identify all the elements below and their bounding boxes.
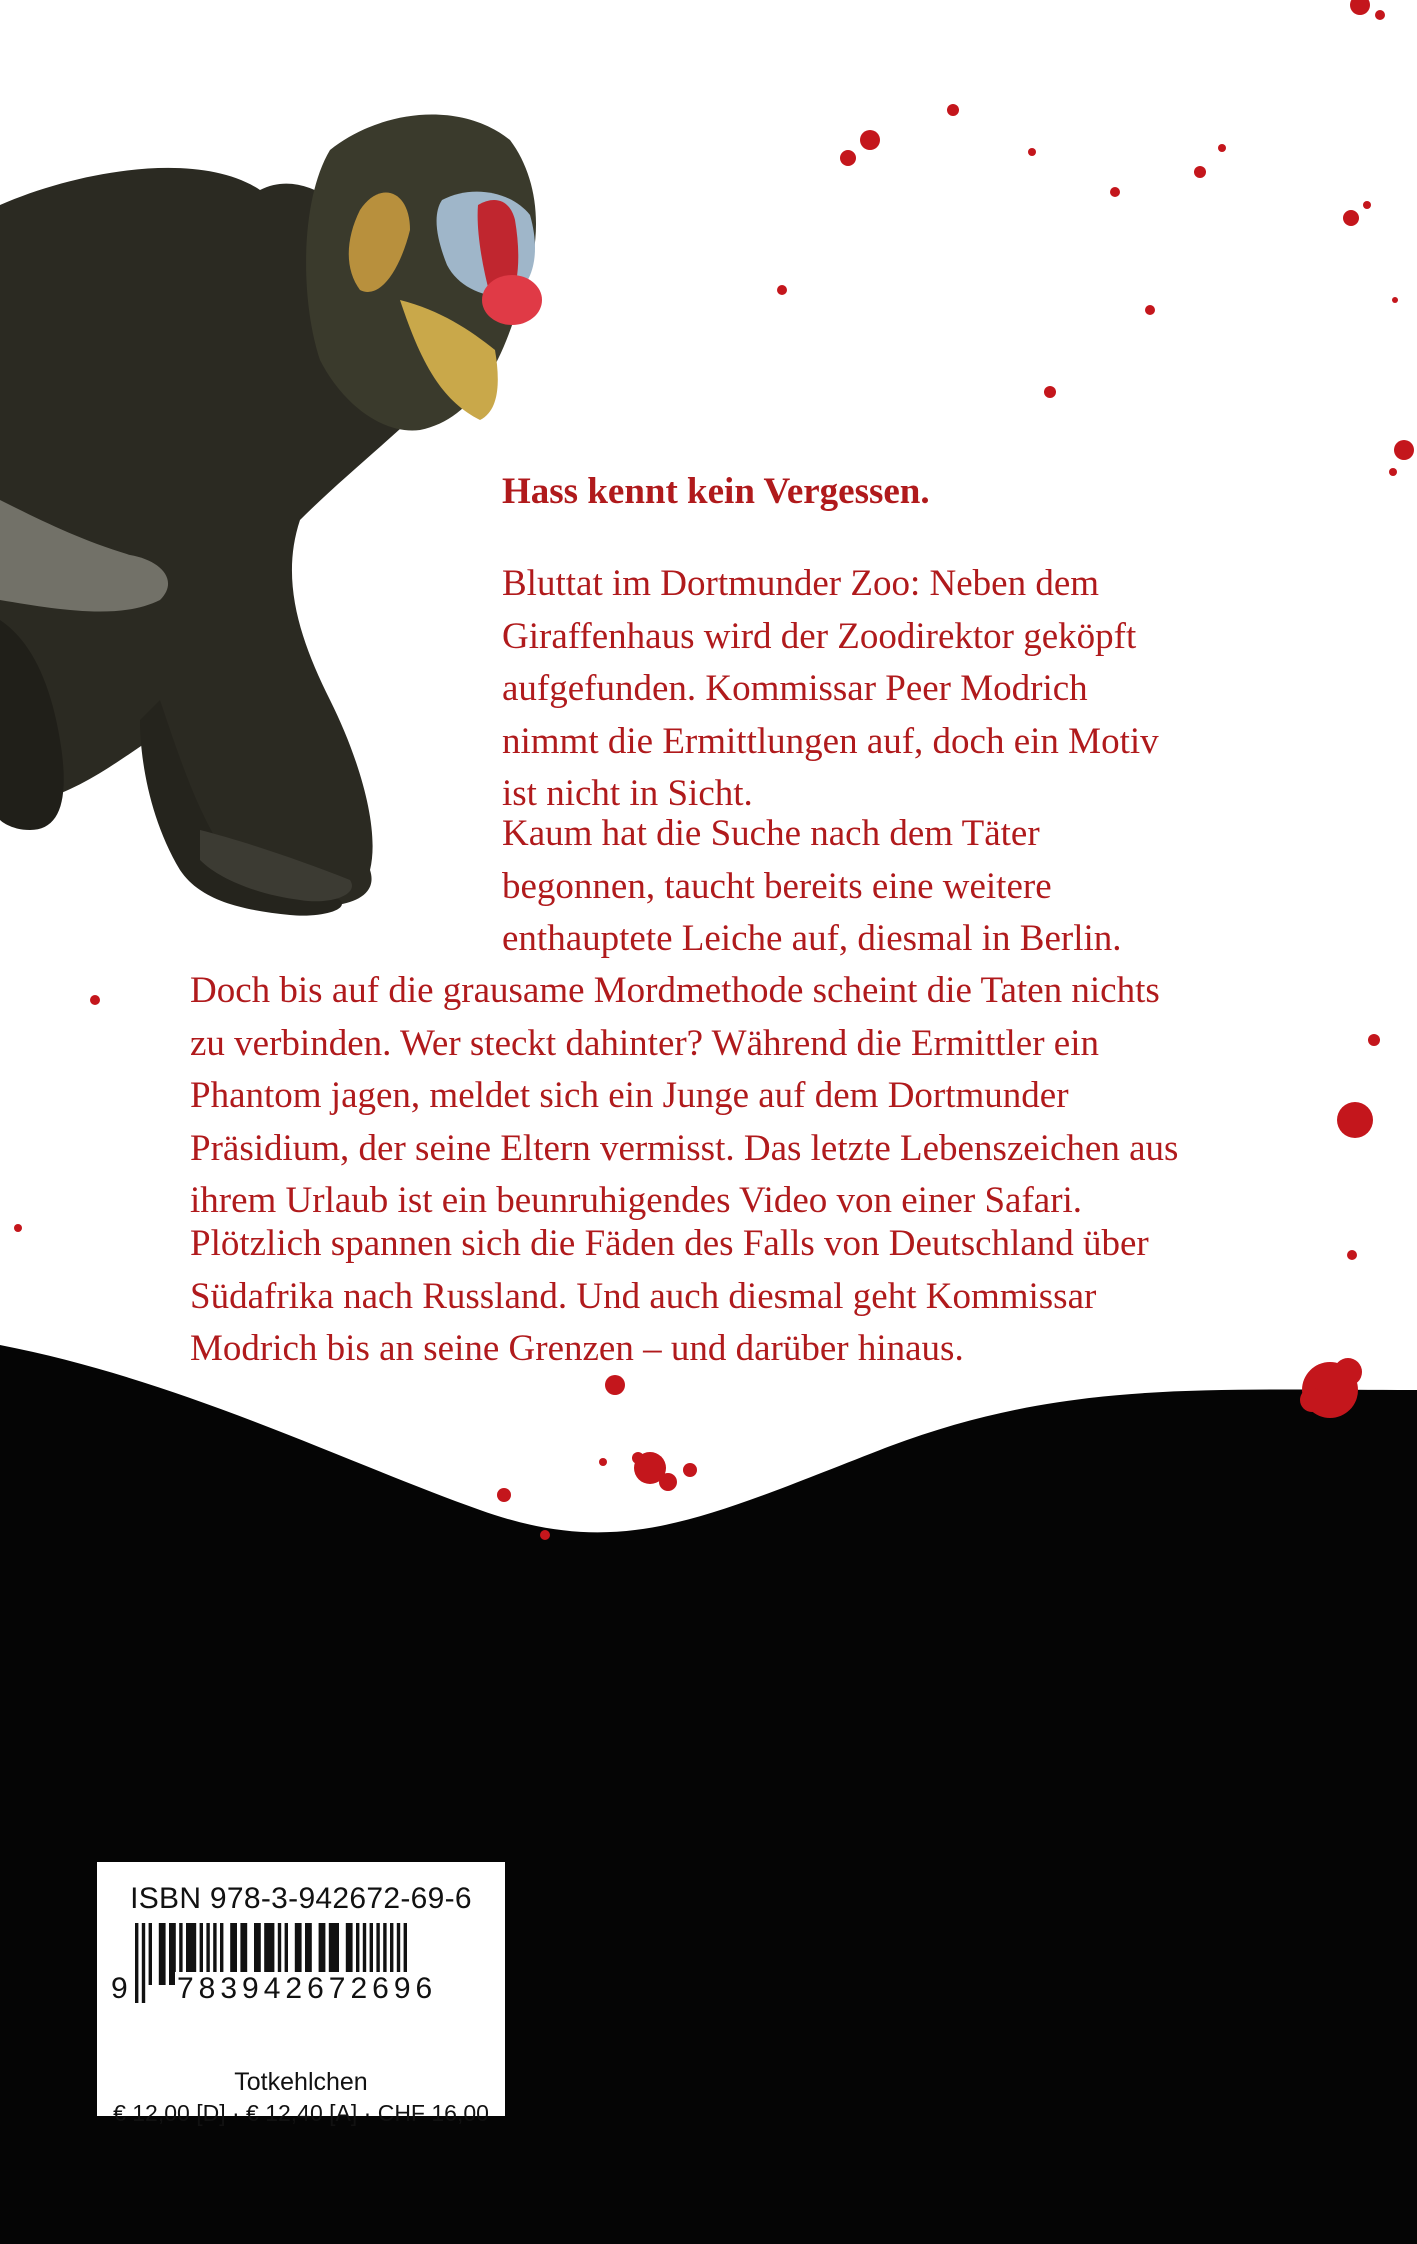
blurb-paragraph-1	[502, 558, 1262, 821]
blurb-paragraph-2	[502, 808, 1362, 966]
text-line: Modrich bis an seine Grenzen – und darüber hinaus.	[190, 1328, 964, 1369]
blurb-paragraph-3	[190, 965, 1270, 1228]
text-line: nimmt die Ermittlungen auf, doch ein Motiv	[502, 720, 1159, 762]
text-line: begonnen, taucht bereits eine weitere	[502, 865, 1052, 907]
text-line: Präsidium, der seine Eltern vermisst. Das letzte Lebenszeichen aus	[190, 1127, 1179, 1169]
mandrill-illustration	[0, 115, 542, 916]
text-line: Südafrika nach Russland. Und auch diesmal geht Kommissar	[190, 1275, 1097, 1317]
ean-lead-digit: 9	[111, 1972, 128, 2005]
ean-digits: 783942672696	[177, 1972, 438, 2005]
text-line: Bluttat im Dortmunder Zoo: Neben dem	[502, 563, 1100, 604]
blurb-headline: Hass kennt kein Vergessen.	[502, 471, 930, 512]
isbn-label: ISBN 978-3-942672-69-6	[130, 1882, 472, 1915]
text-line: zu verbinden. Wer steckt dahinter? Während die Ermittler ein	[190, 1022, 1099, 1064]
book-title: Totkehlchen	[234, 2068, 368, 2096]
text-line: Phantom jagen, meldet sich ein Junge auf dem Dortmunder	[190, 1075, 1069, 1116]
barcode-panel	[97, 1862, 505, 2126]
barcode-bar	[159, 1923, 166, 1985]
blurb-paragraph-4	[190, 1218, 1290, 1376]
mandrill-red-snout	[482, 275, 542, 325]
barcode-bar	[135, 1923, 138, 2003]
text-line: Kaum hat die Suche nach dem Täter	[502, 813, 1040, 854]
price-line: € 12,00 [D] · € 12,40 [A] · CHF 16,00	[113, 2100, 489, 2126]
text-line: aufgefunden. Kommissar Peer Modrich	[502, 668, 1088, 709]
text-line: Doch bis auf die grausame Mordmethode scheint die Taten nichts	[190, 970, 1160, 1011]
text-line: ist nicht in Sicht.	[502, 773, 753, 814]
text-line: Giraffenhaus wird der Zoodirektor geköpft	[502, 615, 1137, 657]
text-line: Plötzlich spannen sich die Fäden des Falls von Deutschland über	[190, 1223, 1149, 1264]
text-line: ihrem Urlaub ist ein beunruhigendes Video von einer Safari.	[190, 1180, 1083, 1221]
text-line: enthauptete Leiche auf, diesmal in Berlin.	[502, 918, 1122, 959]
barcode-bar	[149, 1923, 152, 1985]
barcode-bar	[142, 1923, 145, 2003]
